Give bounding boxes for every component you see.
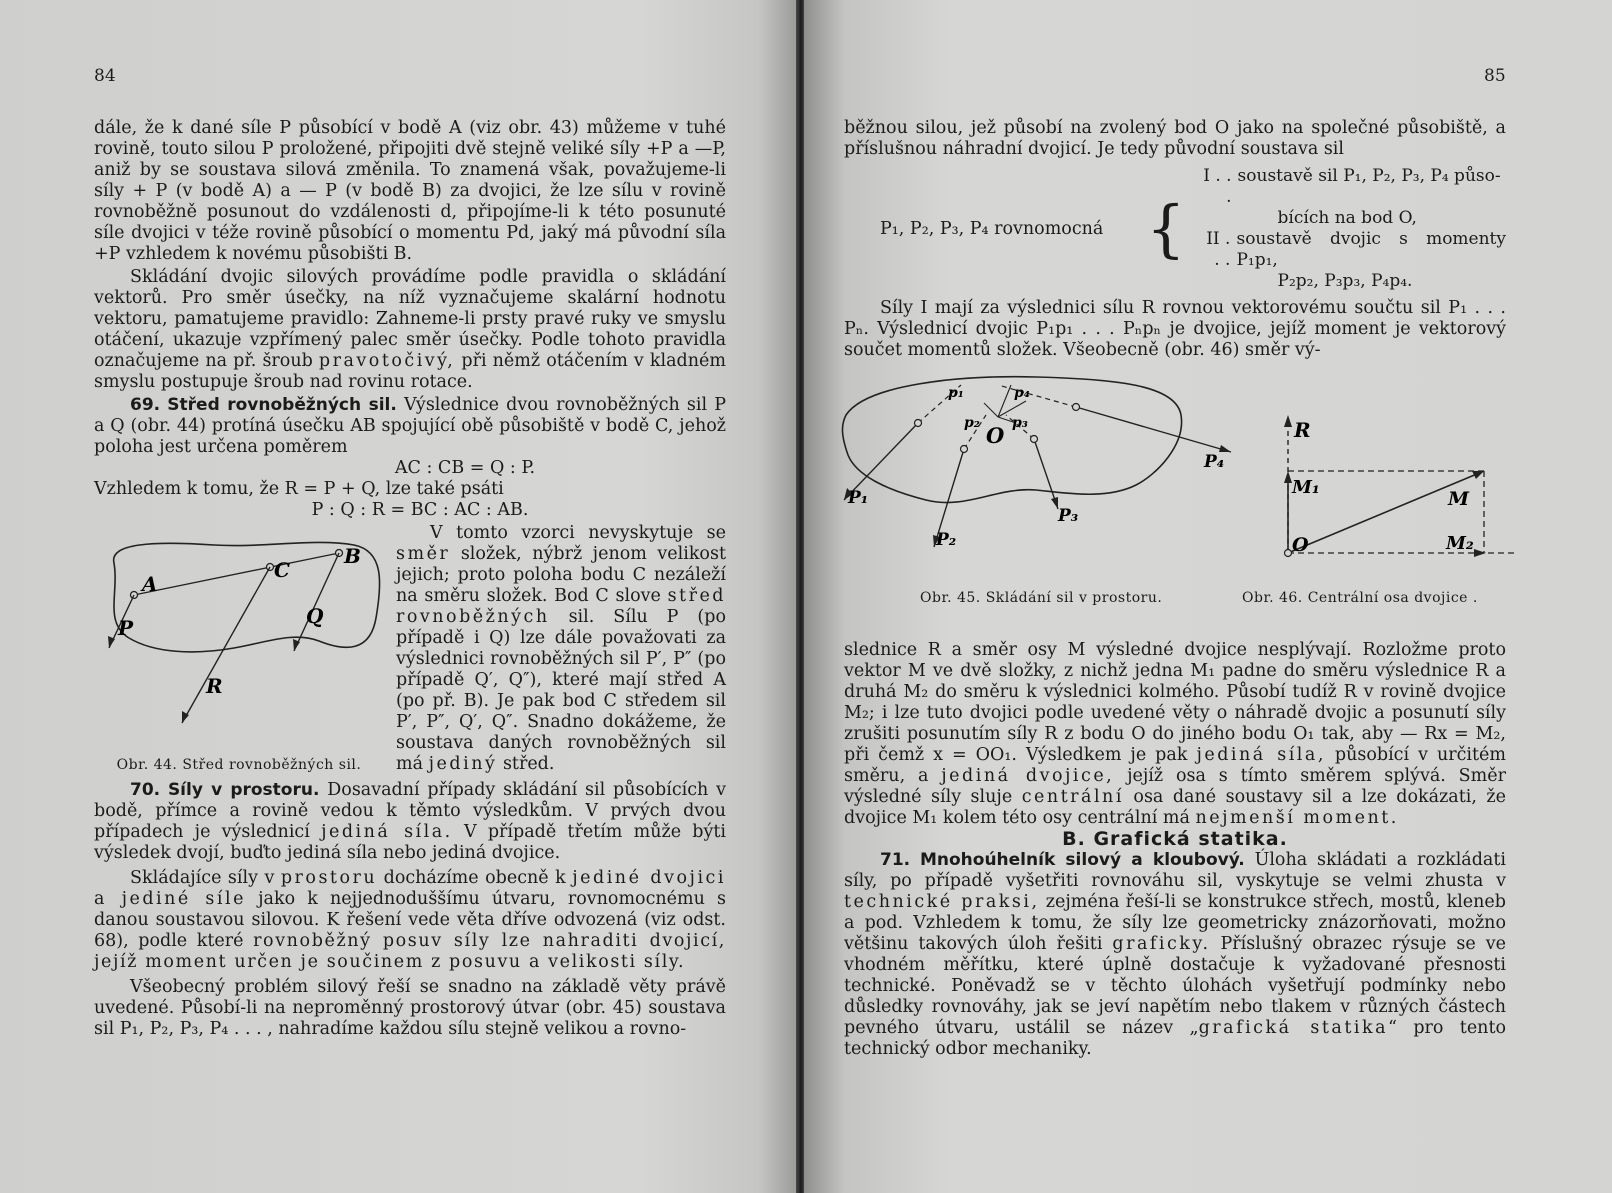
system-lhs: P₁, P₂, P₃, P₄ rovnomocná xyxy=(880,218,1104,239)
label-M2: M₂ xyxy=(1446,533,1474,554)
figure-45-caption: Obr. 45. Skládání sil v prostoru. xyxy=(920,590,1163,606)
label-P: P xyxy=(118,616,134,640)
figure-44-caption: Obr. 44. Střed rovnoběžných sil. xyxy=(116,757,362,773)
label-O-fig45: O xyxy=(986,423,1005,448)
label-O-fig46: O xyxy=(1292,534,1309,556)
force-P3-arrow xyxy=(1051,497,1058,509)
label-B: B xyxy=(344,544,361,568)
label-p1: p₁ xyxy=(948,385,964,401)
point-P3 xyxy=(1031,436,1038,443)
paragraph-general-problem: Všeobecný problém silový řeší se snadno na základě věty právě uvedené. Působí-li na neproměnný prostorový útvar (obr. 45) soustava sil P₁, P₂, P₃, P₄ . . . , nahradíme každou sílu stejně velikou a rovno- xyxy=(94,977,726,1039)
point-P4 xyxy=(1073,404,1080,411)
label-M: M xyxy=(1448,488,1470,510)
paragraph-force-shift: dále, že k dané síle P působící v bodě A (viz obr. 43) můžeme v tuhé rovině, touto silou P proložené, připojiti dvě stejně veliké síly +P a —P, aniž by se soustava silová změnila. To znamená však, považujeme-li síly + P (v bodě A) a — P (v bodě B) za dvojici, že lze sílu v rovině rovnoběžně posunout do vzdálenosti d, připojíme-li k této posunuté síle dvojici v téže rovině působící o momentu Pd, jaký má původní síla +P vzhledem k novému působišti B. xyxy=(94,118,726,264)
label-P2: P₂ xyxy=(936,530,957,550)
figure-45-drawing xyxy=(836,375,1566,590)
rigid-body-outline xyxy=(114,542,380,651)
section-71-number: 71. xyxy=(880,850,911,870)
section-70-title: Síly v prostoru. xyxy=(167,780,320,800)
page-number-right: 85 xyxy=(1484,66,1506,86)
point-P2 xyxy=(961,446,968,453)
section-69-number: 69. xyxy=(130,395,161,415)
page-number-left: 84 xyxy=(94,66,116,86)
force-R-line xyxy=(182,567,270,723)
section-70-number: 70. xyxy=(130,780,161,800)
space-body-outline xyxy=(842,377,1181,503)
label-R-fig46: R xyxy=(1294,418,1311,442)
vector-M2-arrow xyxy=(1474,549,1486,557)
paragraph-resultant: Síly I mají za výslednici sílu R rovnou vektorovému součtu sil P₁ . . . Pₙ. Výslednicí dvojic P₁p₁ . . . Pₙpₙ je dvojice, jejíž moment je vektorový součet momentů složek. Všeobecně (obr. 46) směr vý- xyxy=(844,298,1506,360)
figure-44-drawing xyxy=(94,523,384,753)
force-Q-line xyxy=(294,553,339,651)
formula-ratio: AC : CB = Q : P. xyxy=(394,458,536,478)
right-text-bottom xyxy=(844,640,1506,1060)
section-70: 70. Síly v prostoru. Dosavadní případy skládání sil působících v bodě, přímce a rovině vedou k těmto výsledkům. V prvých dvou případech je výslednicí jediná síla. V případě třetím může býti výsledek dvojí, buďto jediná síla nebo jediná dvojice. xyxy=(94,780,726,863)
segment-AB xyxy=(134,553,339,595)
line-vzhledem: Vzhledem k tomu, že R = P + Q, lze také psáti xyxy=(94,479,504,499)
short-arrow-a xyxy=(998,385,1011,417)
label-C: C xyxy=(274,558,290,582)
point-P1 xyxy=(915,420,922,427)
equivalence-system xyxy=(880,166,1506,292)
figure-46-caption: Obr. 46. Centrální osa dvojice . xyxy=(1242,590,1478,606)
label-p2: p₂ xyxy=(964,415,980,431)
paragraph-couples: Skládání dvojic silových provádíme podle pravidla o skládání vektorů. Pro směr úsečky, na níž vyznačujeme skalární hodnotu vektoru, pamatujeme pravidlo: Zahneme-li prsty pravé ruky ve smyslu otáčení, ukazuje vzpřímený palec směr úsečky. Podle tohoto pravidla označujeme na př. šroub pravotočivý, při němž otáčením v kladném smyslu postupuje šroub nad rovinu rotace. xyxy=(94,267,726,392)
force-P4-line xyxy=(1076,407,1231,452)
right-text-top xyxy=(844,118,1506,361)
section-71: 71. Mnohoúhelník silový a kloubový. Úloha skládati a rozkládati síly, po případě vyšetřiti rovnováhu sil, vyskytuje se velmi zhusta v technické praksi, zejména řeší-li se konstrukce střech, mostů, kleneb a pod. Vzhledem k tomu, že síly lze geometricky znázorňovati, možno většinu takových úloh řešiti graficky. Příslušný obrazec rýsuje se ve vhodném měřítku, které úplně dostačuje k vyžadované přesnosti technické. Poněvadž se v těchto úlohách vyšetřují podmínky nebo důsledky rovnováhy, jak se jeví napětím nebo tlakem v různých částech pevného útvaru, ustálil se název „grafická statika“ pro tento technický odbor mechaniky. xyxy=(844,850,1507,1059)
paragraph-space-forces: Skládajíce síly v prostoru docházíme obecně k jediné dvojici a jediné síle jako k nejjednoduššímu útvaru, rovnomocnému s danou soustavou silovou. K řešení vede věta dříve odvozená (viz odst. 68), podle které rovnoběžný posuv síly lze nahraditi dvojicí, jejíž moment určen je součinem z posuvu a velikosti síly. xyxy=(94,868,726,972)
right-page xyxy=(804,0,1612,1193)
label-M1: M₁ xyxy=(1292,477,1320,498)
system-brace: { xyxy=(1146,192,1186,265)
figures-45-46 xyxy=(836,375,1566,615)
axis-R-arrow xyxy=(1284,415,1292,427)
label-R: R xyxy=(206,674,223,698)
system-rhs: I . . . soustavě sil P₁, P₂, P₃, P₄ půso- bících na bod O, II . . . soustavě dvojic s momenty P₁p₁, P₂p₂, P₃p₃, P₄p₄. xyxy=(1203,166,1506,291)
fig44-block xyxy=(94,523,726,776)
formula-ratio-2: P : Q : R = BC : AC : AB. xyxy=(311,500,529,520)
section-69-title: Střed rovnoběžných sil. xyxy=(167,395,397,415)
label-P1: P₁ xyxy=(848,488,869,508)
label-p3: p₃ xyxy=(1012,415,1028,431)
label-P3: P₃ xyxy=(1058,506,1079,526)
section-71-title: Mnohoúhelník silový a kloubový. xyxy=(919,850,1245,870)
label-P4: P₄ xyxy=(1204,452,1225,472)
label-Q: Q xyxy=(306,604,324,628)
point-O-fig46 xyxy=(1285,550,1292,557)
paragraph-central-axis: slednice R a směr osy M výsledné dvojice nesplývají. Rozložme proto vektor M ve dvě složky, z nichž jedna M₁ padne do směru výslednice R a druhá M₂ do směru k výslednici kolmého. Působí tudíž R v rovině dvojice M₂; i lze tuto dvojici podle uvedené věty o náhradě dvojic a posunutí síly zrušiti posunutím síly R z bodu O do jiného bodu O₁ tak, aby — Rx = M₂, při čemž x = OO₁. Výsledkem je pak jediná síla, působící v určitém směru, a jediná dvojice, jejíž osa s tímto směrem splývá. Směr výsledné síly sluje centrální osa dané soustavy sil a lze dokázati, že dvojice M₁ kolem této osy centrální má nejmenší moment. xyxy=(844,640,1506,828)
label-p4: p₄ xyxy=(1014,385,1030,401)
left-page xyxy=(0,0,798,1193)
label-A: A xyxy=(142,572,158,596)
figure-44 xyxy=(94,523,384,776)
paragraph-equivalent-system: běžnou silou, jež působí na zvolený bod O jako na společné působiště, a příslušnou náhradní dvojicí. Je tedy původní soustava sil xyxy=(844,118,1506,159)
vector-M1-arrow xyxy=(1284,471,1292,483)
short-arrow-d xyxy=(984,403,998,417)
section-69: 69. Střed rovnoběžných sil. Výslednice dvou rovnoběžných sil P a Q (obr. 44) protíná úsečku AB spojující obě působiště v bodě C, jehož poloha jest určena poměrem xyxy=(94,395,726,457)
force-P4-arrow xyxy=(1219,445,1231,452)
left-text-column xyxy=(94,118,726,1040)
fig44-side-text: V tomto vzorci nevyskytuje se směr složek, nýbrž jenom velikost jejich; proto poloha bodu C nezáleží na směru složek. Bod C slove střed rovnoběžných sil. Sílu P (po případě i Q) lze dále považovati za výslednici rovnoběžných sil P′, P″ (po případě Q′, Q″), které mají střed A (po př. B). Je pak bod C středem sil P′, P″, Q′, Q″. Snadno dokážeme, že soustava daných rovnoběžných sil má jediný střed. xyxy=(396,523,726,774)
heading-graphic-statics: B. Grafická statika. xyxy=(1062,828,1288,850)
